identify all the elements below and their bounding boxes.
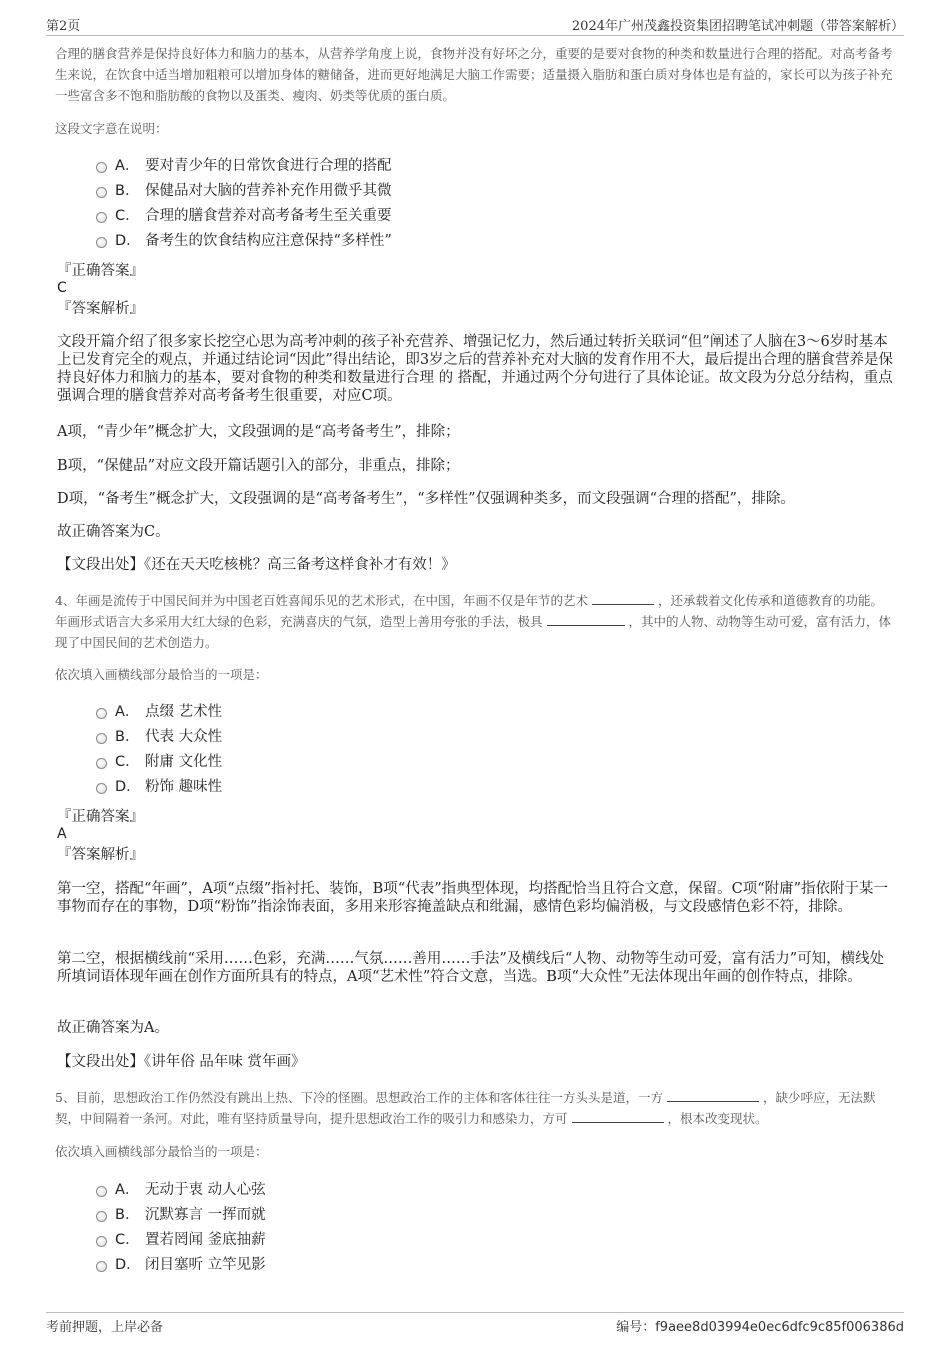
q5-option-d[interactable]: D． 闭目塞听 立竿见影 — [96, 1251, 266, 1276]
q4-answer-label: 『正确答案』 — [57, 809, 144, 825]
q4-conclusion: 故正确答案为A。 — [57, 1020, 169, 1036]
q4-blank-2 — [547, 612, 625, 626]
q4-option-b[interactable]: B． 代表 大众性 — [96, 723, 222, 748]
radio-icon[interactable] — [96, 1211, 107, 1222]
q3-analysis-d: D项，“备考生”概念扩大，文段强调的是“高考备考生”，“多样性”仅强调种类多，而文段强调“合理的搭配”，排除。 — [57, 491, 795, 507]
q3-answer: C — [57, 280, 67, 296]
q5-blank-2 — [572, 1109, 664, 1123]
radio-icon[interactable] — [96, 187, 107, 198]
q3-analysis-para: 文段开篇介绍了很多家长挖空心思为高考冲刺的孩子补充营养、增强记忆力，然后通过转折关联词“但”阐述了人脑在3～6岁时基本上已发育完全的观点，并通过结论词“因此”得出结论，即3岁之后的营养补充对大脑的发育作用不大，最后提出合理的膳食营养是保持良好体力和脑力的基本，要对食物的种类和数量进行合理 的 搭配，并通过两个分句进行了具体论证。故文段为分总分结构，重点强调合理的膳食营养对高考备考生很重要，对应C项。 — [57, 334, 894, 404]
q5-prompt: 依次填入画横线部分最恰当的一项是： — [55, 1144, 268, 1159]
q4-source: 【文段出处】《讲年俗 品年味 赏年画》 — [57, 1054, 306, 1070]
q3-option-d[interactable]: D． 备考生的饮食结构应注意保持“多样性” — [96, 227, 392, 252]
q5-passage: 5、目前，思想政治工作仍然没有跳出上热、下冷的怪圈。思想政治工作的主体和客体往往一方头头是道，一方 ，缺少呼应，无法默契，中间隔着一条河。对此，唯有坚持质量导向，提升思想政治工作的吸引力和感染力，方可 ，根本改变现状。 — [55, 1090, 876, 1126]
radio-icon[interactable] — [96, 162, 107, 173]
radio-icon[interactable] — [96, 733, 107, 744]
q3-prompt: 这段文字意在说明： — [55, 121, 168, 136]
radio-icon[interactable] — [96, 212, 107, 223]
page-footer — [46, 1312, 904, 1334]
page-number: 第2页 — [46, 19, 81, 34]
q4-analysis-blank-1: 第一空，搭配“年画”，A项“点缀”指衬托、装饰，B项“代表”指典型体现，均搭配恰当且符合文意，保留。C项“附庸”指依附于某一事物而存在的事物，D项“粉饰”指涂饰表面，多用来形容掩盖缺点和纰漏，感情色彩均偏消极，与文段感情色彩不符，排除。 — [57, 881, 889, 915]
q3-analysis-label: 『答案解析』 — [57, 301, 144, 317]
q3-passage: 合理的膳食营养是保持良好体力和脑力的基本，从营养学角度上说，食物并没有好坏之分，重要的是要对食物的种类和数量进行合理的搭配。对高考备考生来说，在饮食中适当增加粗粮可以增加身体的糖储备，进而更好地满足大脑工作需要；适量摄入脂肪和蛋白质对身体也是有益的，家长可以为孩子补充一些富含多不饱和脂肪酸的食物以及蛋类、瘦肉、奶类等优质的蛋白质。 — [55, 46, 893, 103]
q4-prompt: 依次填入画横线部分最恰当的一项是： — [55, 667, 268, 682]
radio-icon[interactable] — [96, 758, 107, 769]
q4-option-d[interactable]: D． 粉饰 趣味性 — [96, 773, 222, 798]
q4-option-a[interactable]: A． 点缀 艺术性 — [96, 698, 222, 723]
radio-icon[interactable] — [96, 783, 107, 794]
q3-option-a[interactable]: A． 要对青少年的日常饮食进行合理的搭配 — [96, 152, 392, 177]
q4-analysis-blank-2: 第二空，根据横线前“采用……色彩，充满……气氛……善用……手法”及横线后“人物、动物等生动可爱，富有活力”可知，横线处所填词语体现年画在创作方面所具有的特点，A项“艺术性”符合文意，当选。B项“大众性”无法体现出年画的创作特点，排除。 — [57, 951, 885, 985]
q3-conclusion: 故正确答案为C。 — [57, 524, 170, 540]
q4-options — [96, 698, 222, 798]
q5-options — [96, 1176, 266, 1276]
radio-icon[interactable] — [96, 1261, 107, 1272]
page-header — [46, 14, 904, 36]
q4-answer: A — [57, 826, 67, 842]
q3-answer-label: 『正确答案』 — [57, 263, 144, 279]
q4-blank-1 — [592, 591, 654, 605]
q5-blank-1 — [667, 1088, 759, 1102]
q3-option-c[interactable]: C． 合理的膳食营养对高考备考生至关重要 — [96, 202, 392, 227]
q5-option-a[interactable]: A． 无动于衷 动人心弦 — [96, 1176, 266, 1201]
q4-analysis-label: 『答案解析』 — [57, 847, 144, 863]
radio-icon[interactable] — [96, 1236, 107, 1247]
q4-option-c[interactable]: C． 附庸 文化性 — [96, 748, 222, 773]
q3-analysis-a: A项，“青少年”概念扩大，文段强调的是“高考备考生”，排除； — [57, 424, 460, 440]
q3-option-b[interactable]: B． 保健品对大脑的营养补充作用微乎其微 — [96, 177, 392, 202]
radio-icon[interactable] — [96, 237, 107, 248]
radio-icon[interactable] — [96, 708, 107, 719]
q4-passage: 4、年画是流传于中国民间并为中国老百姓喜闻乐见的艺术形式，在中国，年画不仅是年节的艺术 ，还承载着文化传承和道德教育的功能。年画形式语言大多采用大红大绿的色彩，充满喜庆的气氛，造型上善用夸张的手法，极具 ，其中的人物、动物等生动可爱，富有活力，体现了中国民间的艺术创造力。 — [55, 593, 891, 650]
q5-option-c[interactable]: C． 置若罔闻 釜底抽薪 — [96, 1226, 266, 1251]
q3-source: 【文段出处】《还在天天吃核桃？高三备考这样食补才有效！》 — [57, 557, 456, 573]
footer-slogan: 考前押题，上岸必备 — [46, 1320, 164, 1335]
q3-analysis-b: B项，“保健品”对应文段开篇话题引入的部分，非重点，排除； — [57, 458, 460, 474]
q5-option-b[interactable]: B． 沉默寡言 一挥而就 — [96, 1201, 266, 1226]
footer-code: 编号：f9aee8d03994e0ec6dfc9c85f006386d — [616, 1320, 904, 1335]
radio-icon[interactable] — [96, 1186, 107, 1197]
q3-options — [96, 152, 392, 252]
document-title: 2024年广州茂鑫投资集团招聘笔试冲刺题（带答案解析） — [571, 19, 904, 34]
